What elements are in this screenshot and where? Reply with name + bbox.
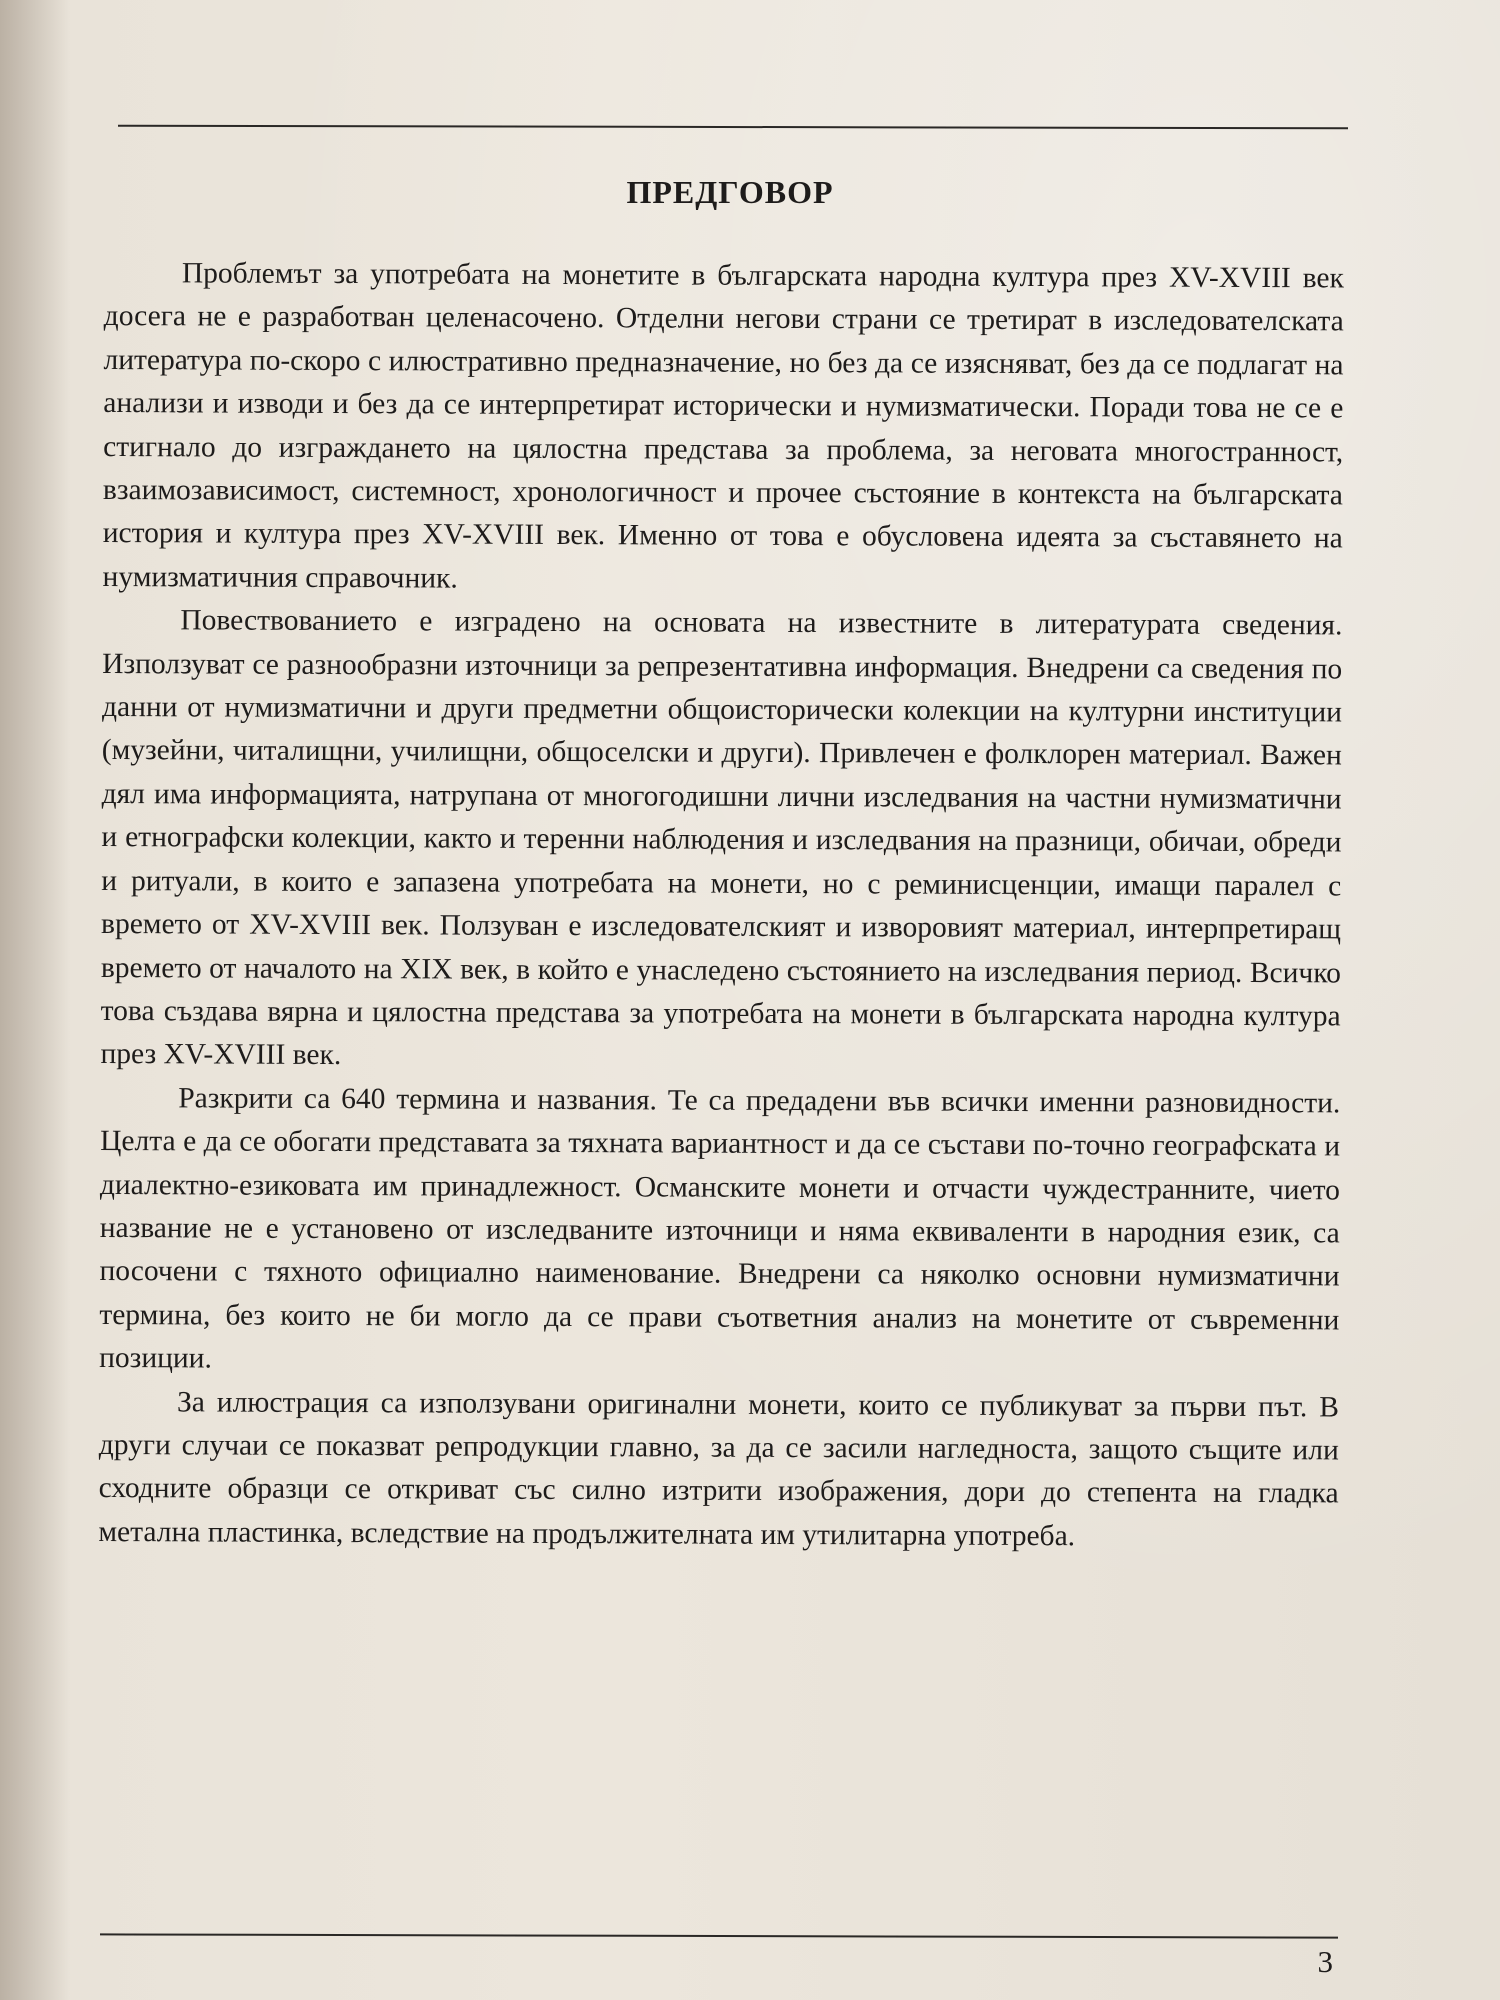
body-text bbox=[98, 252, 1344, 1560]
paragraph-4: За илюстрация са използувани оригинални монети, които се публикуват за първи път. В други случаи се показват репродукции главно, за да се засили нагледноста, защото същите или сходните образци се откриват със силно изтрити изображения, дори до степента на гладка метална пластинка, вследствие на продължителната им утилитарна употреба. bbox=[98, 1385, 1340, 1553]
paragraph-2: Повествованието е изградено на основата на известните в литературата сведения. Използуват се разнообразни източници за репрезентативна информация. Внедрени са сведения по данни от нумизматични и други предметни общоисторически колекции на културни институции (музейни, читалищни, училищни, общоселски и други). Привлечен е фолклорен материал. Важен дял има информацията, натрупана от многогодишни лични изследвания на частни нумизматични и етнографски колекции, както и теренни наблюдения и изследвания на празници, обичаи, обреди и ритуали, в които е запазена употребата на монети, но с реминисценции, имащи паралел с времето от XV-XVIII век. Ползуван е изследователският и изворовият материал, интерпретиращ времето от началото на XIX век, в който е унаследено състоянието на изследвания период. Всичко това създава вярна и цялостна представа за употребата на монети в българската народна култура през XV-XVIII век. bbox=[100, 604, 1343, 1072]
top-rule bbox=[118, 125, 1348, 130]
paragraph-3: Разкрити са 640 термина и названия. Те са предадени във всички именни разновидности. Целта е да се обогати представата за тяхната вариантност и да се състави по-точно географската и диалектно-езиковата им принадлежност. Османските монети и отчасти чуждестранните, чието название не е установено от изследваните източници и няма еквиваленти в народния език, са посочени с тяхното официално наименование. Внедрени са няколко основни нумизматични термина, без които не би могло да се прави съответния анализ на монетите от съвременни позиции. bbox=[99, 1082, 1341, 1375]
page-number: 3 bbox=[1317, 1944, 1333, 1979]
bottom-rule bbox=[100, 1933, 1338, 1938]
gutter-shadow bbox=[0, 0, 70, 2000]
paragraph-1: Проблемът за употребата на монетите в българската народна култура през XV-XVIII век досега не е разработван целенасочено. Отделни негови страни се третират в изследователската литература по-скоро с илюстративно предназначение, но без да се изясняват, без да се подлагат на анализи и изводи и без да се интерпретират исторически и нумизматически. Поради това не се е стигнало до изграждането на цялостна представа за проблема, за неговата многостранност, взаимозависимост, системност, хронологичност и прочее състояние в контекста на българската история и култура през XV-XVIII век. Именно от това е обусловена идеята за съставянето на нумизматичния справочник. bbox=[102, 257, 1344, 595]
chapter-title: ПРЕДГОВОР bbox=[626, 174, 834, 210]
